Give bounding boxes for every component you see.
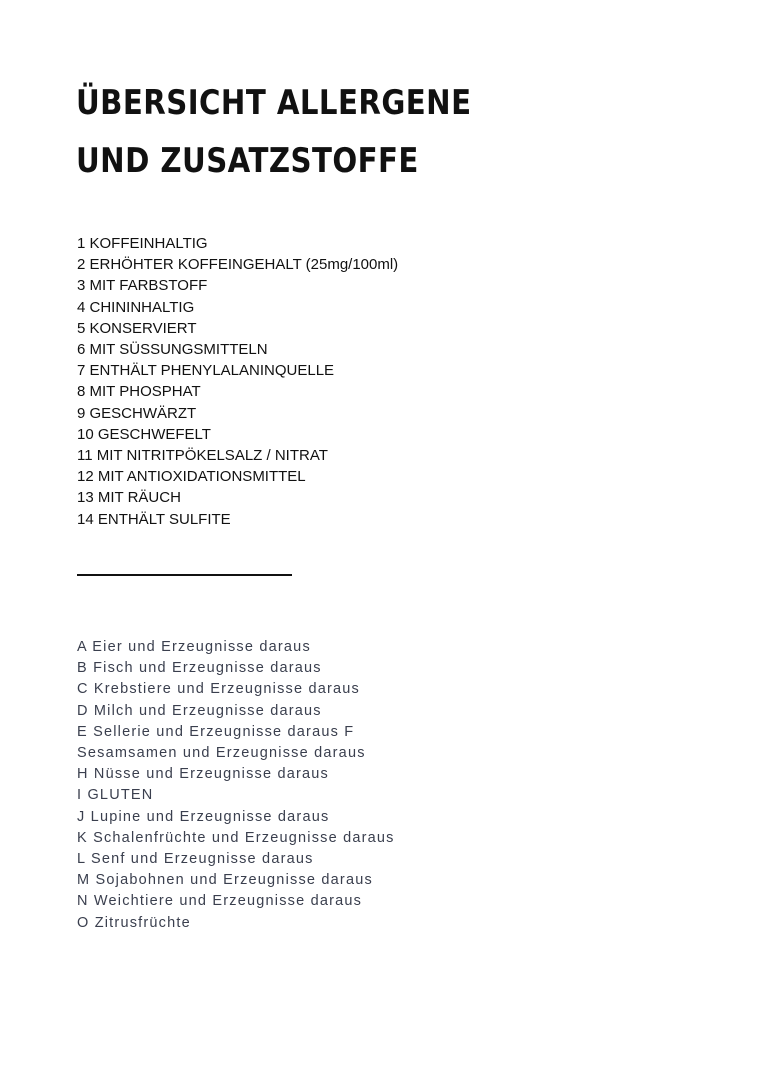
- allergen-item: B Fisch und Erzeugnisse daraus: [77, 660, 322, 677]
- additive-item: 7 ENTHÄLT PHENYLALANINQUELLE: [77, 362, 335, 380]
- page-title: [76, 74, 471, 190]
- allergen-item: I GLUTEN: [77, 787, 154, 804]
- allergen-item: K Schalenfrüchte und Erzeugnisse daraus: [77, 829, 395, 846]
- additive-item: 1 KOFFEINHALTIG: [77, 235, 208, 252]
- additive-item: 5 KONSERVIERT: [77, 319, 197, 337]
- allergen-item: E Sellerie und Erzeugnisse daraus F: [77, 723, 355, 740]
- additive-item: 11 MIT NITRITPÖKELSALZ / NITRAT: [77, 447, 328, 465]
- allergen-item: H Nüsse und Erzeugnisse daraus: [77, 766, 330, 783]
- section-divider: [77, 574, 292, 576]
- additive-item: 2 ERHÖHTER KOFFEINGEHALT (25mg/100ml): [77, 256, 399, 274]
- additive-item: 3 MIT FARBSTOFF: [77, 277, 208, 295]
- additive-item: 8 MIT PHOSPHAT: [77, 383, 201, 401]
- title-line-1: ÜBERSICHT ALLERGENE: [76, 83, 472, 123]
- allergen-item: N Weichtiere und Erzeugnisse daraus: [77, 893, 363, 910]
- additives-list: [77, 233, 398, 530]
- allergen-item: D Milch und Erzeugnisse daraus: [77, 702, 322, 719]
- additive-item: 13 MIT RÄUCH: [77, 489, 181, 507]
- allergen-item: J Lupine und Erzeugnisse daraus: [77, 808, 330, 825]
- allergen-item: Sesamsamen und Erzeugnisse daraus: [77, 745, 366, 762]
- allergens-list: [77, 637, 395, 934]
- additive-item: 6 MIT SÜSSUNGSMITTELN: [77, 341, 268, 359]
- additive-item: 9 GESCHWÄRZT: [77, 404, 197, 422]
- allergen-item: M Sojabohnen und Erzeugnisse daraus: [77, 872, 373, 889]
- allergen-item: L Senf und Erzeugnisse daraus: [77, 851, 314, 868]
- allergen-item: A Eier und Erzeugnisse daraus: [77, 639, 311, 655]
- additive-item: 4 CHININHALTIG: [77, 298, 195, 316]
- additive-item: 10 GESCHWEFELT: [77, 425, 211, 443]
- allergen-item: C Krebstiere und Erzeugnisse daraus: [77, 681, 360, 698]
- additive-item: 12 MIT ANTIOXIDATIONSMITTEL: [77, 468, 306, 486]
- additive-item: 14 ENTHÄLT SULFITE: [77, 510, 231, 528]
- allergen-item: O Zitrusfrüchte: [77, 914, 191, 931]
- title-line-2: UND ZUSATZSTOFFE: [76, 141, 419, 181]
